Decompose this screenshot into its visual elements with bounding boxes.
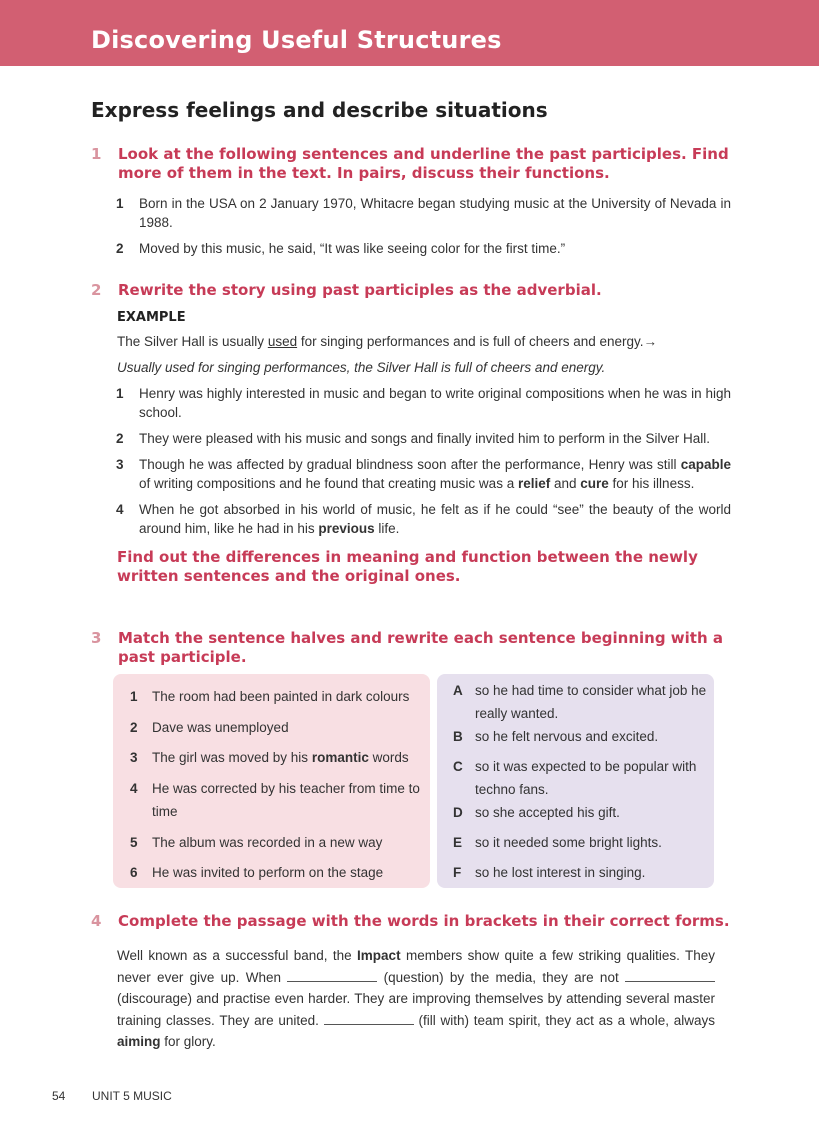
item-letter: D bbox=[453, 805, 463, 820]
item-number: 6 bbox=[130, 865, 138, 880]
keyword: Impact bbox=[357, 948, 401, 963]
item-text: They were pleased with his music and songs and finally invited him to perform in the Silver Hall. bbox=[139, 431, 711, 446]
header-banner bbox=[0, 0, 819, 66]
task-2-item bbox=[116, 429, 731, 448]
section-title: Express feelings and describe situations bbox=[91, 98, 548, 122]
match-left-item bbox=[130, 831, 426, 854]
item-letter: C bbox=[453, 759, 463, 774]
task-2-item bbox=[116, 500, 731, 538]
example-sentence bbox=[117, 332, 731, 351]
item-text: so he had time to consider what job he really wanted. bbox=[475, 683, 707, 721]
match-left-item bbox=[130, 685, 426, 708]
item-text: He was invited to perform on the stage bbox=[152, 865, 384, 880]
item-text: so she accepted his gift. bbox=[475, 805, 620, 820]
match-left-box bbox=[113, 674, 430, 888]
item-text: so it needed some bright lights. bbox=[475, 835, 662, 850]
task-1-item bbox=[116, 239, 731, 258]
item-letter: A bbox=[453, 683, 463, 698]
match-right-item bbox=[453, 755, 708, 801]
task-2-follow-up: Find out the differences in meaning and function between the newly written sentences and the original ones. bbox=[117, 548, 698, 585]
item-text: Born in the USA on 2 January 1970, Whitacre began studying music at the University of Nevada in 1988. bbox=[139, 196, 731, 230]
match-left-item bbox=[130, 716, 426, 739]
keyword: relief bbox=[517, 476, 551, 491]
task-2-instruction: Rewrite the story using past participles as the adverbial. bbox=[118, 281, 602, 299]
item-text: so it was expected to be popular with techno fans. bbox=[475, 759, 697, 797]
item-number: 2 bbox=[116, 241, 124, 256]
blank-line[interactable] bbox=[324, 1010, 414, 1025]
match-left-item bbox=[130, 861, 426, 884]
item-text: so he felt nervous and excited. bbox=[475, 729, 659, 744]
item-text: The room had been painted in dark colours bbox=[152, 689, 410, 704]
task-1 bbox=[91, 145, 731, 258]
task-4-instruction: Complete the passage with the words in brackets in their correct forms. bbox=[118, 912, 730, 930]
task-4-passage: Well known as a successful band, the Impact members show quite a few striking qualities. They never ever give up. When (question) by the media, they are not (discourage) and practise even harder. They are improving themselves by attending several master training classes. They are united. (fill with) team spirit, they act as a whole, always aiming for glory. bbox=[117, 948, 715, 1049]
item-text: He was corrected by his teacher from time to time bbox=[152, 781, 420, 819]
task-2-number: 2 bbox=[91, 281, 102, 299]
item-number: 4 bbox=[116, 502, 124, 517]
task-2-item bbox=[116, 384, 731, 422]
banner-title: Discovering Useful Structures bbox=[91, 26, 502, 54]
match-right-item bbox=[453, 725, 708, 748]
item-text: The girl was moved by his romantic words bbox=[152, 750, 409, 765]
example-underlined-word: used bbox=[267, 334, 298, 349]
match-right-item bbox=[453, 801, 708, 824]
item-text: Dave was unemployed bbox=[152, 720, 289, 735]
item-text: so he lost interest in singing. bbox=[475, 865, 646, 880]
blank-line[interactable] bbox=[287, 967, 377, 982]
example-text: The Silver Hall is usually bbox=[117, 334, 268, 349]
match-right-item bbox=[453, 831, 708, 854]
task-2-item bbox=[116, 455, 731, 493]
example-label: EXAMPLE bbox=[117, 310, 186, 325]
item-letter: B bbox=[453, 729, 463, 744]
keyword: capable bbox=[680, 457, 731, 472]
task-3-number: 3 bbox=[91, 629, 102, 647]
item-number: 2 bbox=[116, 431, 124, 446]
item-text: When he got absorbed in his world of music, he felt as if he could “see” the beauty of the world around him, like he had in his previous life. bbox=[139, 502, 731, 536]
keyword: cure bbox=[580, 476, 609, 491]
item-text: The album was recorded in a new way bbox=[152, 835, 383, 850]
item-number: 3 bbox=[116, 457, 124, 472]
task-1-heading bbox=[91, 145, 731, 183]
item-number: 4 bbox=[130, 781, 138, 796]
task-4-heading bbox=[91, 912, 731, 931]
item-number: 5 bbox=[130, 835, 138, 850]
task-3-heading bbox=[91, 629, 731, 667]
match-right-item bbox=[453, 861, 708, 884]
match-right-box bbox=[437, 674, 714, 888]
item-number: 1 bbox=[116, 196, 124, 211]
match-left-item bbox=[130, 777, 426, 823]
task-1-number: 1 bbox=[91, 145, 102, 163]
task-4 bbox=[91, 912, 731, 1053]
item-text: Moved by this music, he said, “It was like seeing color for the first time.” bbox=[139, 241, 566, 256]
task-3-instruction: Match the sentence halves and rewrite each sentence beginning with a past participle. bbox=[118, 629, 723, 666]
task-3 bbox=[91, 629, 731, 667]
item-text: Though he was affected by gradual blindness soon after the performance, Henry was still capable of writing compositions and he found that creating music was a relief and cure for his illness. bbox=[139, 457, 731, 491]
item-letter: F bbox=[453, 865, 462, 880]
task-4-number: 4 bbox=[91, 912, 102, 930]
page-number: 54 bbox=[52, 1089, 66, 1103]
item-number: 2 bbox=[130, 720, 138, 735]
task-1-instruction: Look at the following sentences and underline the past participles. Find more of them in the text. In pairs, discuss their functions. bbox=[118, 145, 729, 182]
item-letter: E bbox=[453, 835, 463, 850]
unit-label: UNIT 5 MUSIC bbox=[92, 1089, 172, 1103]
item-text: Henry was highly interested in music and began to write original compositions when he was in high school. bbox=[139, 386, 731, 420]
keyword: aiming bbox=[117, 1034, 161, 1049]
match-left-item bbox=[130, 746, 426, 769]
example-rewrite: Usually used for singing performances, the Silver Hall is full of cheers and energy. bbox=[117, 360, 606, 375]
match-right-item bbox=[453, 679, 708, 725]
blank-line[interactable] bbox=[625, 967, 715, 982]
task-1-item bbox=[116, 194, 731, 232]
task-2-heading bbox=[91, 281, 731, 300]
keyword: romantic bbox=[311, 750, 369, 765]
item-number: 1 bbox=[116, 386, 124, 401]
item-number: 3 bbox=[130, 750, 138, 765]
item-number: 1 bbox=[130, 689, 138, 704]
keyword: previous bbox=[318, 521, 375, 536]
task-2 bbox=[91, 281, 731, 586]
example-text: for singing performances and is full of cheers and energy.→ bbox=[297, 334, 658, 349]
